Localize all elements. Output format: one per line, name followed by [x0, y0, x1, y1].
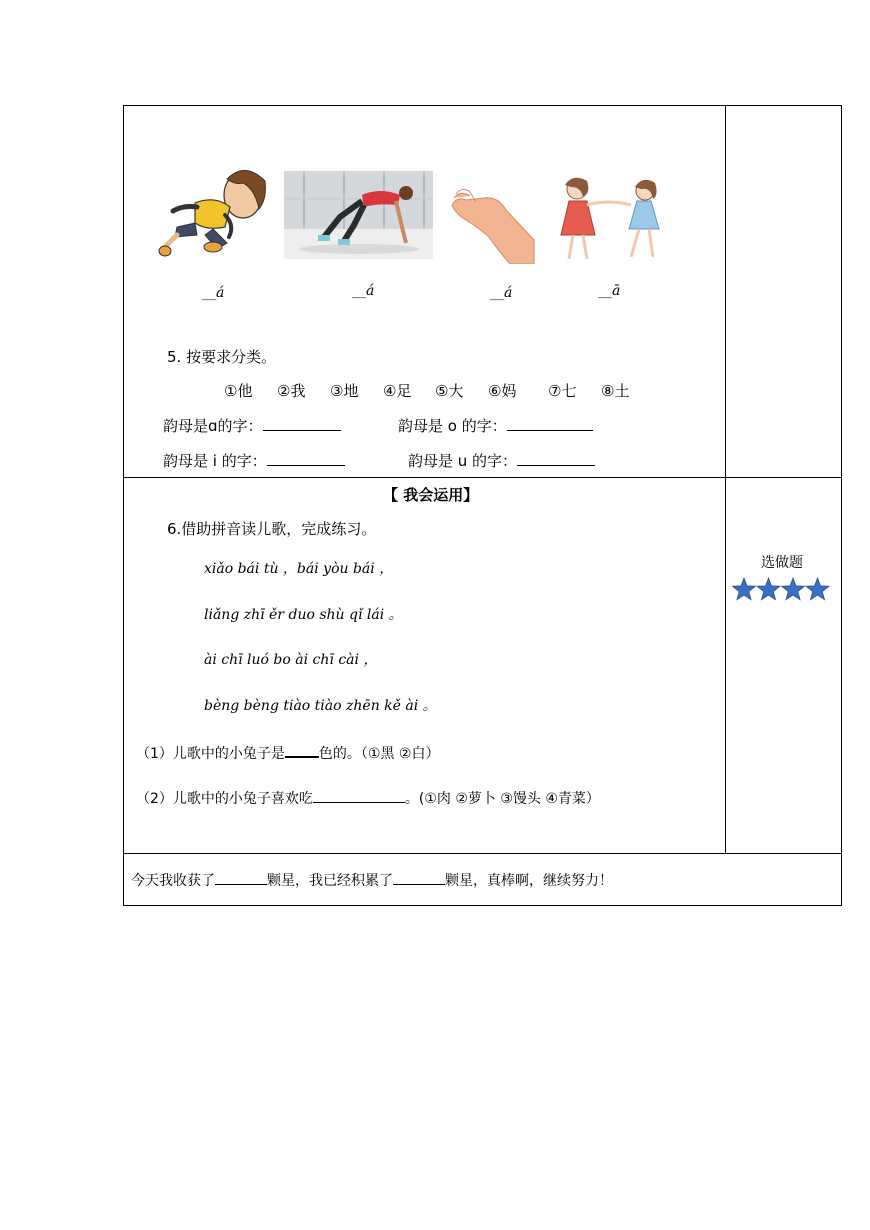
row-divider-2 — [123, 853, 842, 854]
star-icon — [757, 578, 780, 600]
question-6-title: 6.借助拼音读儿歌，完成练习。 — [167, 520, 377, 538]
q5-row1-right: 韵母是 o 的字： — [398, 416, 593, 436]
q5-option-2: ②我 — [277, 382, 306, 400]
q5-row1-left: 韵母是ɑ的字： — [163, 416, 341, 436]
table-border-bottom — [123, 905, 842, 906]
q5-option-6: ⑥妈 — [488, 382, 517, 400]
table-border-top — [123, 105, 842, 106]
q5-answer-blank-u[interactable] — [517, 451, 595, 466]
poem-line-4: bèng bèng tiào tiào zhēn kě ài 。 — [204, 698, 437, 714]
q5-row2-left: 韵母是 i 的字： — [163, 451, 345, 471]
section-heading: 【 我会运用】 — [383, 486, 479, 504]
q5-option-7: ⑦七 — [548, 382, 577, 400]
star-icon — [733, 578, 756, 600]
q5-option-4: ④足 — [383, 382, 412, 400]
poem-line-3: ài chī luó bo ài chī cài ， — [204, 652, 378, 668]
q6-sub1-blank[interactable] — [285, 742, 319, 758]
q5-option-3: ③地 — [330, 382, 359, 400]
picture-2-answer: __á — [352, 283, 375, 299]
footer-total-stars-blank[interactable] — [393, 870, 445, 885]
poem-line-2: liǎng zhī ěr duo shù qǐ lái 。 — [204, 607, 403, 623]
table-border-left — [123, 105, 124, 906]
footer-summary: 今天我收获了 颗星，我已经积累了 颗星，真棒啊，继续努力！ — [131, 870, 613, 891]
column-divider — [725, 105, 726, 853]
q6-sub-question-1: （1）儿歌中的小兔子是 色的。（①黑 ②白） — [136, 742, 439, 764]
girls-playing-picture — [553, 173, 665, 265]
q5-option-1: ①他 — [224, 382, 253, 400]
q5-option-8: ⑧土 — [601, 382, 630, 400]
star-icon — [806, 578, 829, 600]
q5-answer-blank-i[interactable] — [267, 451, 345, 466]
q6-sub2-blank[interactable] — [313, 788, 405, 803]
picture-1-answer: __á — [202, 285, 225, 301]
q5-answer-blank-o[interactable] — [507, 416, 593, 431]
difficulty-stars — [732, 576, 830, 602]
athlete-crouch-picture — [284, 171, 433, 259]
row-divider-1 — [123, 477, 842, 478]
star-icon — [782, 578, 805, 600]
poem-line-1: xiǎo bái tù ，bái yòu bái ， — [204, 561, 394, 577]
q6-sub-question-2: （2）儿歌中的小兔子喜欢吃 。(①肉 ②萝卜 ③馒头 ④青菜） — [136, 788, 600, 809]
boy-running-picture — [155, 165, 270, 260]
table-border-right — [841, 105, 842, 906]
q5-row2-right: 韵母是 u 的字： — [408, 451, 595, 471]
picture-4-answer: __ā — [598, 283, 621, 299]
question-5-title: 5. 按要求分类。 — [167, 348, 277, 366]
footer-today-stars-blank[interactable] — [215, 870, 267, 885]
picture-3-answer: __á — [490, 285, 513, 301]
q5-answer-blank-a[interactable] — [263, 416, 341, 431]
optional-label: 选做题 — [761, 555, 803, 571]
hand-picture — [448, 180, 536, 264]
q5-option-5: ⑤大 — [435, 382, 464, 400]
